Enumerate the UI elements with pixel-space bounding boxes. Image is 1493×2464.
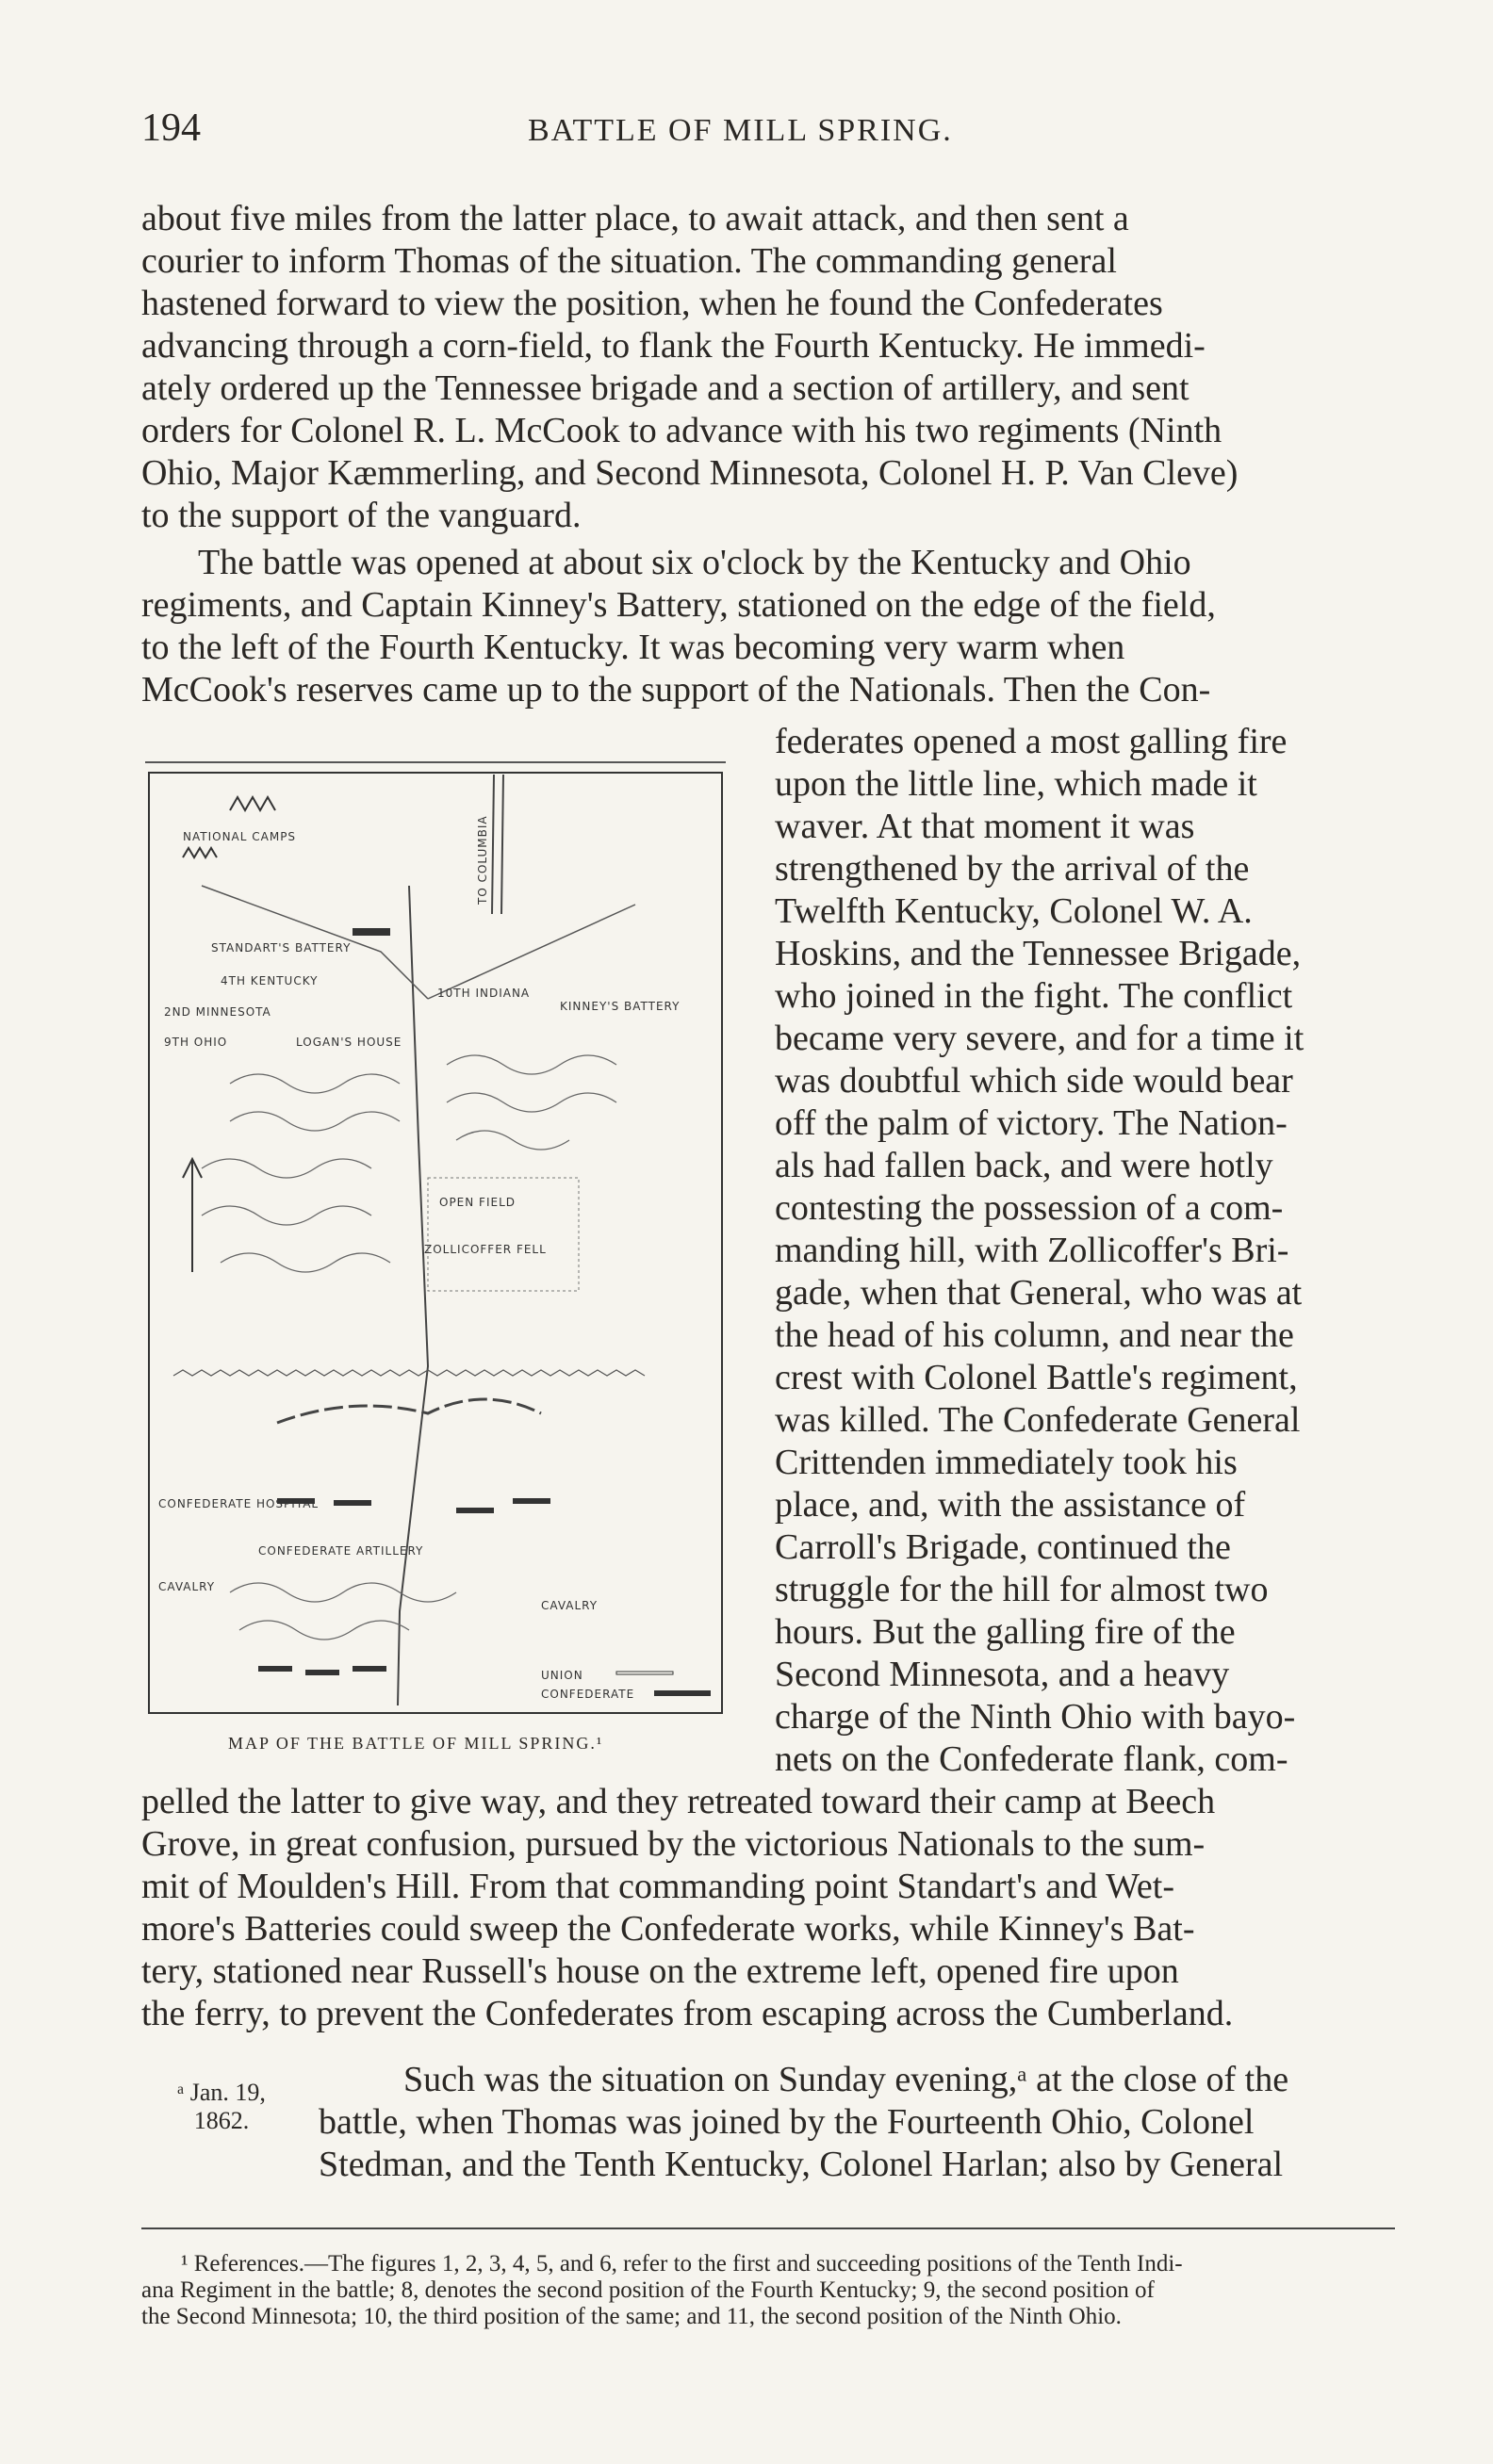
label-confederate-artillery: CONFEDERATE ARTILLERY [258,1544,424,1558]
margin-date-note [141,2079,302,2135]
body-line: hastened forward to view the position, when he found the Confederates [141,284,1163,323]
margin-date-line2: 1862. [193,2107,250,2134]
footnote-rule [141,2227,1395,2229]
body-line: to the support of the vanguard. [141,496,582,535]
main-road [398,886,428,1705]
wrap-line: off the palm of victory. The Nation- [775,1103,1288,1143]
wrap-line: Hoskins, and the Tennessee Brigade, [775,934,1302,973]
wrap-line: the head of his column, and near the [775,1315,1294,1355]
road-line [492,775,494,914]
wrap-line: federates opened a most galling fire [775,722,1288,761]
body-line: orders for Colonel R. L. McCook to advance with his two regiments (Ninth [141,411,1222,450]
battle-map-figure [141,754,735,1762]
body-line: Stedman, and the Tenth Kentucky, Colonel Harlan; also by General [319,2145,1284,2184]
legend-union: UNION [541,1669,583,1682]
wrap-line: Crittenden immediately took his [775,1443,1238,1482]
body-line: advancing through a corn-field, to flank the Fourth Kentucky. He immedi- [141,326,1206,366]
footnote-line: ¹ References.—The figures 1, 2, 3, 4, 5, and 6, refer to the first and succeeding positions of the Tenth Indi- [181,2251,1183,2276]
wrap-line: nets on the Confederate flank, com- [775,1739,1288,1779]
wrap-line: was killed. The Confederate General [775,1400,1301,1440]
label-10th-indiana: 10TH INDIANA [437,987,531,1000]
fence-line [173,1370,645,1376]
footnote-line: ana Regiment in the battle; 8, denotes the second position of the Fourth Kentucky; 9, the second position of [141,2277,1155,2303]
battle-map-drawing [145,763,726,1715]
battle-map [145,761,726,1715]
battery-mark [353,928,390,936]
body-line: tery, stationed near Russell's house on the extreme left, opened fire upon [141,1951,1179,1991]
body-line: Such was the situation on Sunday evening,ᵃ at the close of the [403,2060,1289,2099]
north-arrow-icon [183,1159,202,1272]
wrap-line: als had fallen back, and were hotly [775,1146,1273,1185]
body-line: battle, when Thomas was joined by the Fourteenth Ohio, Colonel [319,2102,1255,2142]
page-header [141,106,1389,153]
wrap-line: charge of the Ninth Ohio with bayo- [775,1697,1296,1737]
wrap-line: gade, when that General, who was at [775,1273,1303,1313]
running-title: BATTLE OF MILL SPRING. [528,113,953,148]
label-cavalry-left: CAVALRY [158,1580,216,1593]
body-line: to the left of the Fourth Kentucky. It was becoming very warm when [141,628,1125,667]
wrap-line: who joined in the fight. The conflict [775,976,1293,1016]
body-line: McCook's reserves came up to the support of the Nationals. Then the Con- [141,670,1211,710]
label-cavalry-right: CAVALRY [541,1599,599,1612]
label-open-field: OPEN FIELD [439,1196,517,1209]
label-standarts-battery: STANDART'S BATTERY [211,941,352,955]
label-zollicoffer-fell: ZOLLICOFFER FELL [424,1243,547,1256]
wrap-line: became very severe, and for a time it [775,1019,1304,1058]
legend-confederate: CONFEDERATE [541,1688,635,1701]
figure-caption: MAP OF THE BATTLE OF MILL SPRING.¹ [228,1734,604,1753]
body-line: the ferry, to prevent the Confederates from escaping across the Cumberland. [141,1994,1234,2033]
body-line: ately ordered up the Tennessee brigade and a section of artillery, and sent [141,368,1189,408]
camp-tents-icon [230,797,275,810]
open-field-area [428,1178,579,1291]
page-number: 194 [141,106,201,150]
wrap-line: Second Minnesota, and a heavy [775,1655,1230,1694]
label-4th-kentucky: 4TH KENTUCKY [221,974,319,987]
body-line: Grove, in great confusion, pursued by the victorious Nationals to the sum- [141,1824,1206,1864]
wrap-line: hours. But the galling fire of the [775,1612,1236,1652]
label-national-camps: NATIONAL CAMPS [183,830,297,843]
wrap-line: manding hill, with Zollicoffer's Bri- [775,1231,1289,1270]
body-line: mit of Moulden's Hill. From that commanding point Standart's and Wet- [141,1867,1174,1906]
label-kinneys-battery: KINNEY'S BATTERY [560,1000,681,1013]
body-line: The battle was opened at about six o'clock by the Kentucky and Ohio [198,543,1191,582]
margin-date-line1: ᵃ Jan. 19, [177,2079,266,2106]
label-2nd-minnesota: 2ND MINNESOTA [164,1005,271,1019]
wrap-line: strengthened by the arrival of the [775,849,1250,889]
body-line: regiments, and Captain Kinney's Battery, stationed on the edge of the field, [141,585,1216,625]
wrap-line: Carroll's Brigade, continued the [775,1527,1231,1567]
body-line: pelled the latter to give way, and they retreated toward their camp at Beech [141,1782,1216,1821]
road-label: TO COLUMBIA [476,815,489,905]
body-line: Ohio, Major Kæmmerling, and Second Minnesota, Colonel H. P. Van Cleve) [141,453,1239,493]
wrap-line: crest with Colonel Battle's regiment, [775,1358,1298,1397]
wrap-line: was doubtful which side would bear [775,1061,1293,1101]
wrap-line: contesting the possession of a com- [775,1188,1284,1228]
wrap-line: upon the little line, which made it [775,764,1257,804]
footnote-line: the Second Minnesota; 10, the third position of the same; and 11, the second position of the Ninth Ohio. [141,2304,1122,2329]
label-confederate-hospital: CONFEDERATE HOSPITAL [158,1497,320,1510]
body-line: about five miles from the latter place, to await attack, and then sent a [141,199,1129,238]
wrap-line: place, and, with the assistance of [775,1485,1246,1525]
label-9th-ohio: 9TH OHIO [164,1036,228,1049]
body-line: courier to inform Thomas of the situation. The commanding general [141,241,1117,281]
wrap-line: struggle for the hill for almost two [775,1570,1269,1609]
confederate-line [277,1399,541,1423]
woods-texture [202,1074,400,1272]
wrap-line: Twelfth Kentucky, Colonel W. A. [775,891,1253,931]
label-logans-house: LOGAN'S HOUSE [296,1036,402,1049]
wrap-line: waver. At that moment it was [775,807,1195,846]
body-line: more's Batteries could sweep the Confederate works, while Kinney's Bat- [141,1909,1195,1949]
